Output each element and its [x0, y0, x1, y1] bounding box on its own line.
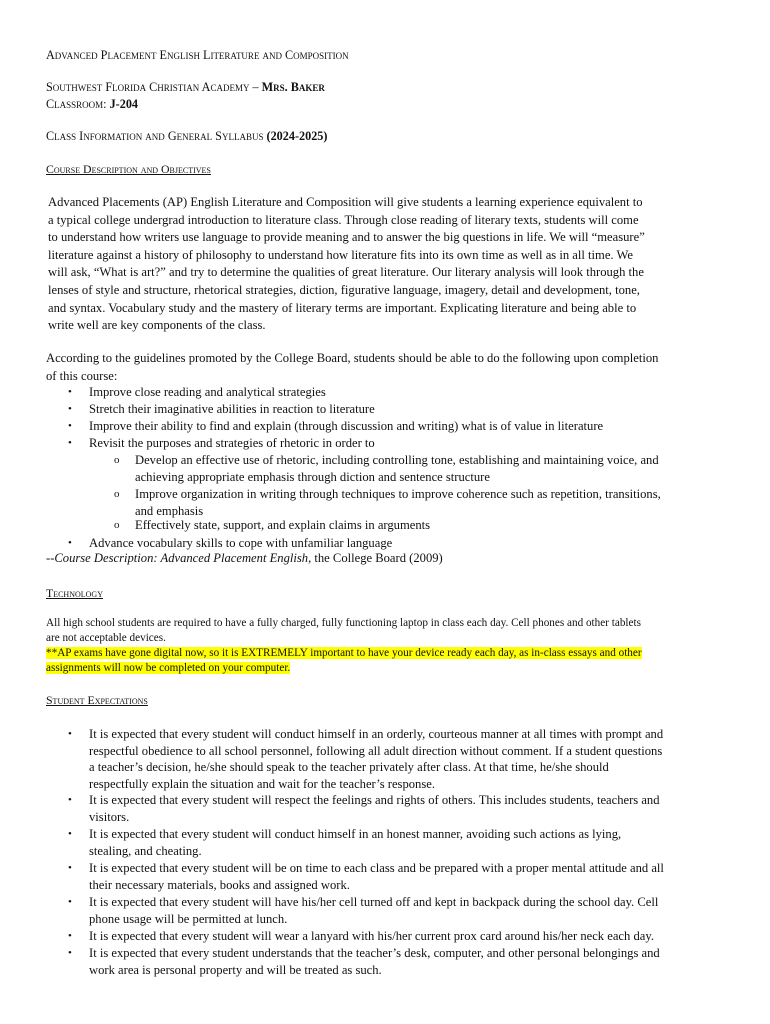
- expectation-line: It is expected that every student will wear a lanyard with his/her current prox card around his/her neck each day.: [89, 929, 654, 943]
- expectation-text: [89, 860, 664, 893]
- sub-objective-line: and emphasis: [135, 503, 204, 518]
- classroom-label: Classroom:: [46, 97, 110, 111]
- objective-item: [68, 418, 748, 435]
- objective-text: Stretch their imaginative abilities in reaction to literature: [89, 402, 375, 416]
- expectation-line: work area is personal property and will be treated as such.: [89, 962, 382, 977]
- expectation-line: their necessary materials, books and assigned work.: [89, 877, 350, 892]
- description-line: Advanced Placements (AP) English Literature and Composition will give students a learning experience equivalent to: [48, 195, 643, 209]
- expectation-line: It is expected that every student will have his/her cell turned off and kept in backpack during the school day. Cell: [89, 895, 659, 909]
- expectation-text: [89, 928, 654, 945]
- objective-item: [68, 401, 748, 418]
- sub-bullet-icon: o: [114, 454, 120, 466]
- description-line: write well are key components of the class.: [48, 318, 266, 333]
- bullet-icon: •: [68, 403, 72, 415]
- technology-line: are not acceptable devices.: [46, 632, 166, 644]
- expectation-line: It is expected that every student will be on time to each class and be prepared with a proper mental attitude and all: [89, 861, 664, 875]
- expectation-line: respectful obedience to all school personnel, following all adult direction without comment. If a student questions: [89, 743, 663, 758]
- bullet-icon: •: [68, 794, 72, 806]
- expectation-text: [89, 826, 621, 859]
- objective-text: Improve close reading and analytical strategies: [89, 385, 326, 399]
- description-line: lenses of style and structure, rhetorical strategies, diction, figurative language, imagery, detail and development, tone,: [48, 282, 640, 297]
- sub-objective-line: Improve organization in writing through techniques to improve coherence such as repetition, transitions,: [135, 487, 661, 501]
- sub-objective-text: [135, 452, 659, 485]
- bullet-icon: •: [68, 828, 72, 840]
- sub-objective-line: Develop an effective use of rhetoric, including controlling tone, establishing and maintaining voice, and: [135, 453, 659, 467]
- bullet-icon: •: [68, 896, 72, 908]
- technology-heading: Technology: [46, 586, 103, 600]
- bullet-icon: •: [68, 420, 72, 432]
- sub-bullet-icon: o: [114, 488, 120, 500]
- course-citation: [46, 551, 443, 566]
- technology-line: All high school students are required to have a fully charged, fully functioning laptop in class each day. Cell phones and other tablets: [46, 617, 641, 629]
- bullet-icon: •: [68, 728, 72, 740]
- expectation-line: visitors.: [89, 809, 130, 824]
- expectation-line: stealing, and cheating.: [89, 843, 202, 858]
- classroom-number: J-204: [109, 97, 139, 111]
- objective-text: Revisit the purposes and strategies of rhetoric in order to: [89, 436, 375, 450]
- expectation-line: a teacher’s decision, he/she should speak to the teacher privately after class. At that time, he/she should: [89, 760, 609, 775]
- description-line: will ask, “What is art?” and try to determine the qualities of great literature. Our literary analysis will look through the: [48, 265, 644, 280]
- guidelines-paragraph: [46, 350, 658, 385]
- expectation-line: It is expected that every student will respect the feelings and rights of others. This includes students, teachers and: [89, 793, 660, 807]
- highlight-notice: assignments will now be completed on your computer.: [46, 662, 291, 674]
- expectation-line: phone usage will be permitted at lunch.: [89, 911, 288, 926]
- description-line: a typical college undergrad introduction to literature class. Through close reading of literary texts, students will come: [48, 212, 639, 227]
- sub-objective-text: [135, 517, 430, 534]
- objective-text: Improve their ability to find and explain (through discussion and writing) what is of value in literature: [89, 419, 604, 433]
- expectation-text: [89, 945, 660, 978]
- course-description-heading: Course Description and Objectives: [46, 162, 211, 176]
- expectation-line: It is expected that every student understands that the teacher’s desk, computer, and other personal belongings and: [89, 946, 660, 960]
- description-line: literature against a history of philosophy to understand how literature fits into its own time as well as in all time. We: [48, 247, 633, 262]
- school-line: [46, 80, 325, 95]
- syllabus-title: [46, 129, 327, 144]
- course-description-paragraph: [48, 194, 645, 335]
- sub-objective-line: achieving appropriate emphasis through diction and sentence structure: [135, 469, 490, 484]
- objective-item: [68, 435, 748, 452]
- course-title: Advanced Placement English Literature and Composition: [46, 48, 349, 62]
- guidelines-line: According to the guidelines promoted by the College Board, students should be able to do the following upon completion: [46, 351, 659, 365]
- syllabus-label: Class Information and General Syllabus: [46, 129, 267, 143]
- expectation-text: [89, 894, 658, 927]
- sub-objective-line: Effectively state, support, and explain claims in arguments: [135, 518, 431, 532]
- bullet-icon: •: [68, 386, 72, 398]
- expectation-line: It is expected that every student will conduct himself in an orderly, courteous manner at all times with prompt and: [89, 727, 664, 741]
- expectation-text: [89, 792, 660, 825]
- guidelines-line: of this course:: [46, 368, 118, 383]
- bullet-icon: •: [68, 537, 72, 549]
- bullet-icon: •: [68, 947, 72, 959]
- teacher-name: Mrs. Baker: [261, 80, 325, 94]
- bullet-icon: •: [68, 862, 72, 874]
- objective-item: [68, 384, 748, 401]
- objective-text: Advance vocabulary skills to cope with unfamiliar language: [89, 536, 393, 550]
- school-name: Southwest Florida Christian Academy –: [46, 80, 262, 94]
- classroom-line: [46, 97, 138, 112]
- technology-paragraph: [46, 616, 642, 676]
- syllabus-year: (2024-2025): [266, 129, 328, 143]
- citation-source: --Course Description: Advanced Placement English,: [46, 551, 312, 565]
- citation-publisher: the College Board (2009): [311, 551, 443, 565]
- sub-bullet-icon: o: [114, 519, 120, 531]
- description-line: and syntax. Vocabulary study and the mastery of literary terms are important. Explicating literature and being able to: [48, 300, 637, 315]
- sub-objective-text: [135, 486, 661, 519]
- expectation-text: [89, 726, 663, 792]
- student-expectations-heading: Student Expectations: [46, 693, 148, 707]
- expectation-line: It is expected that every student will conduct himself in an honest manner, avoiding such actions as lying,: [89, 827, 622, 841]
- bullet-icon: •: [68, 930, 72, 942]
- expectation-line: respectfully explain the situation and wait for the teacher’s response.: [89, 776, 435, 791]
- description-line: to understand how writers use language to provide meaning and to answer the big questions in life. We will “measure”: [48, 230, 645, 245]
- bullet-icon: •: [68, 437, 72, 449]
- objective-item: [68, 535, 748, 552]
- highlight-notice: **AP exams have gone digital now, so it is EXTREMELY important to have your device ready each day, as in-class essays and other: [46, 647, 642, 659]
